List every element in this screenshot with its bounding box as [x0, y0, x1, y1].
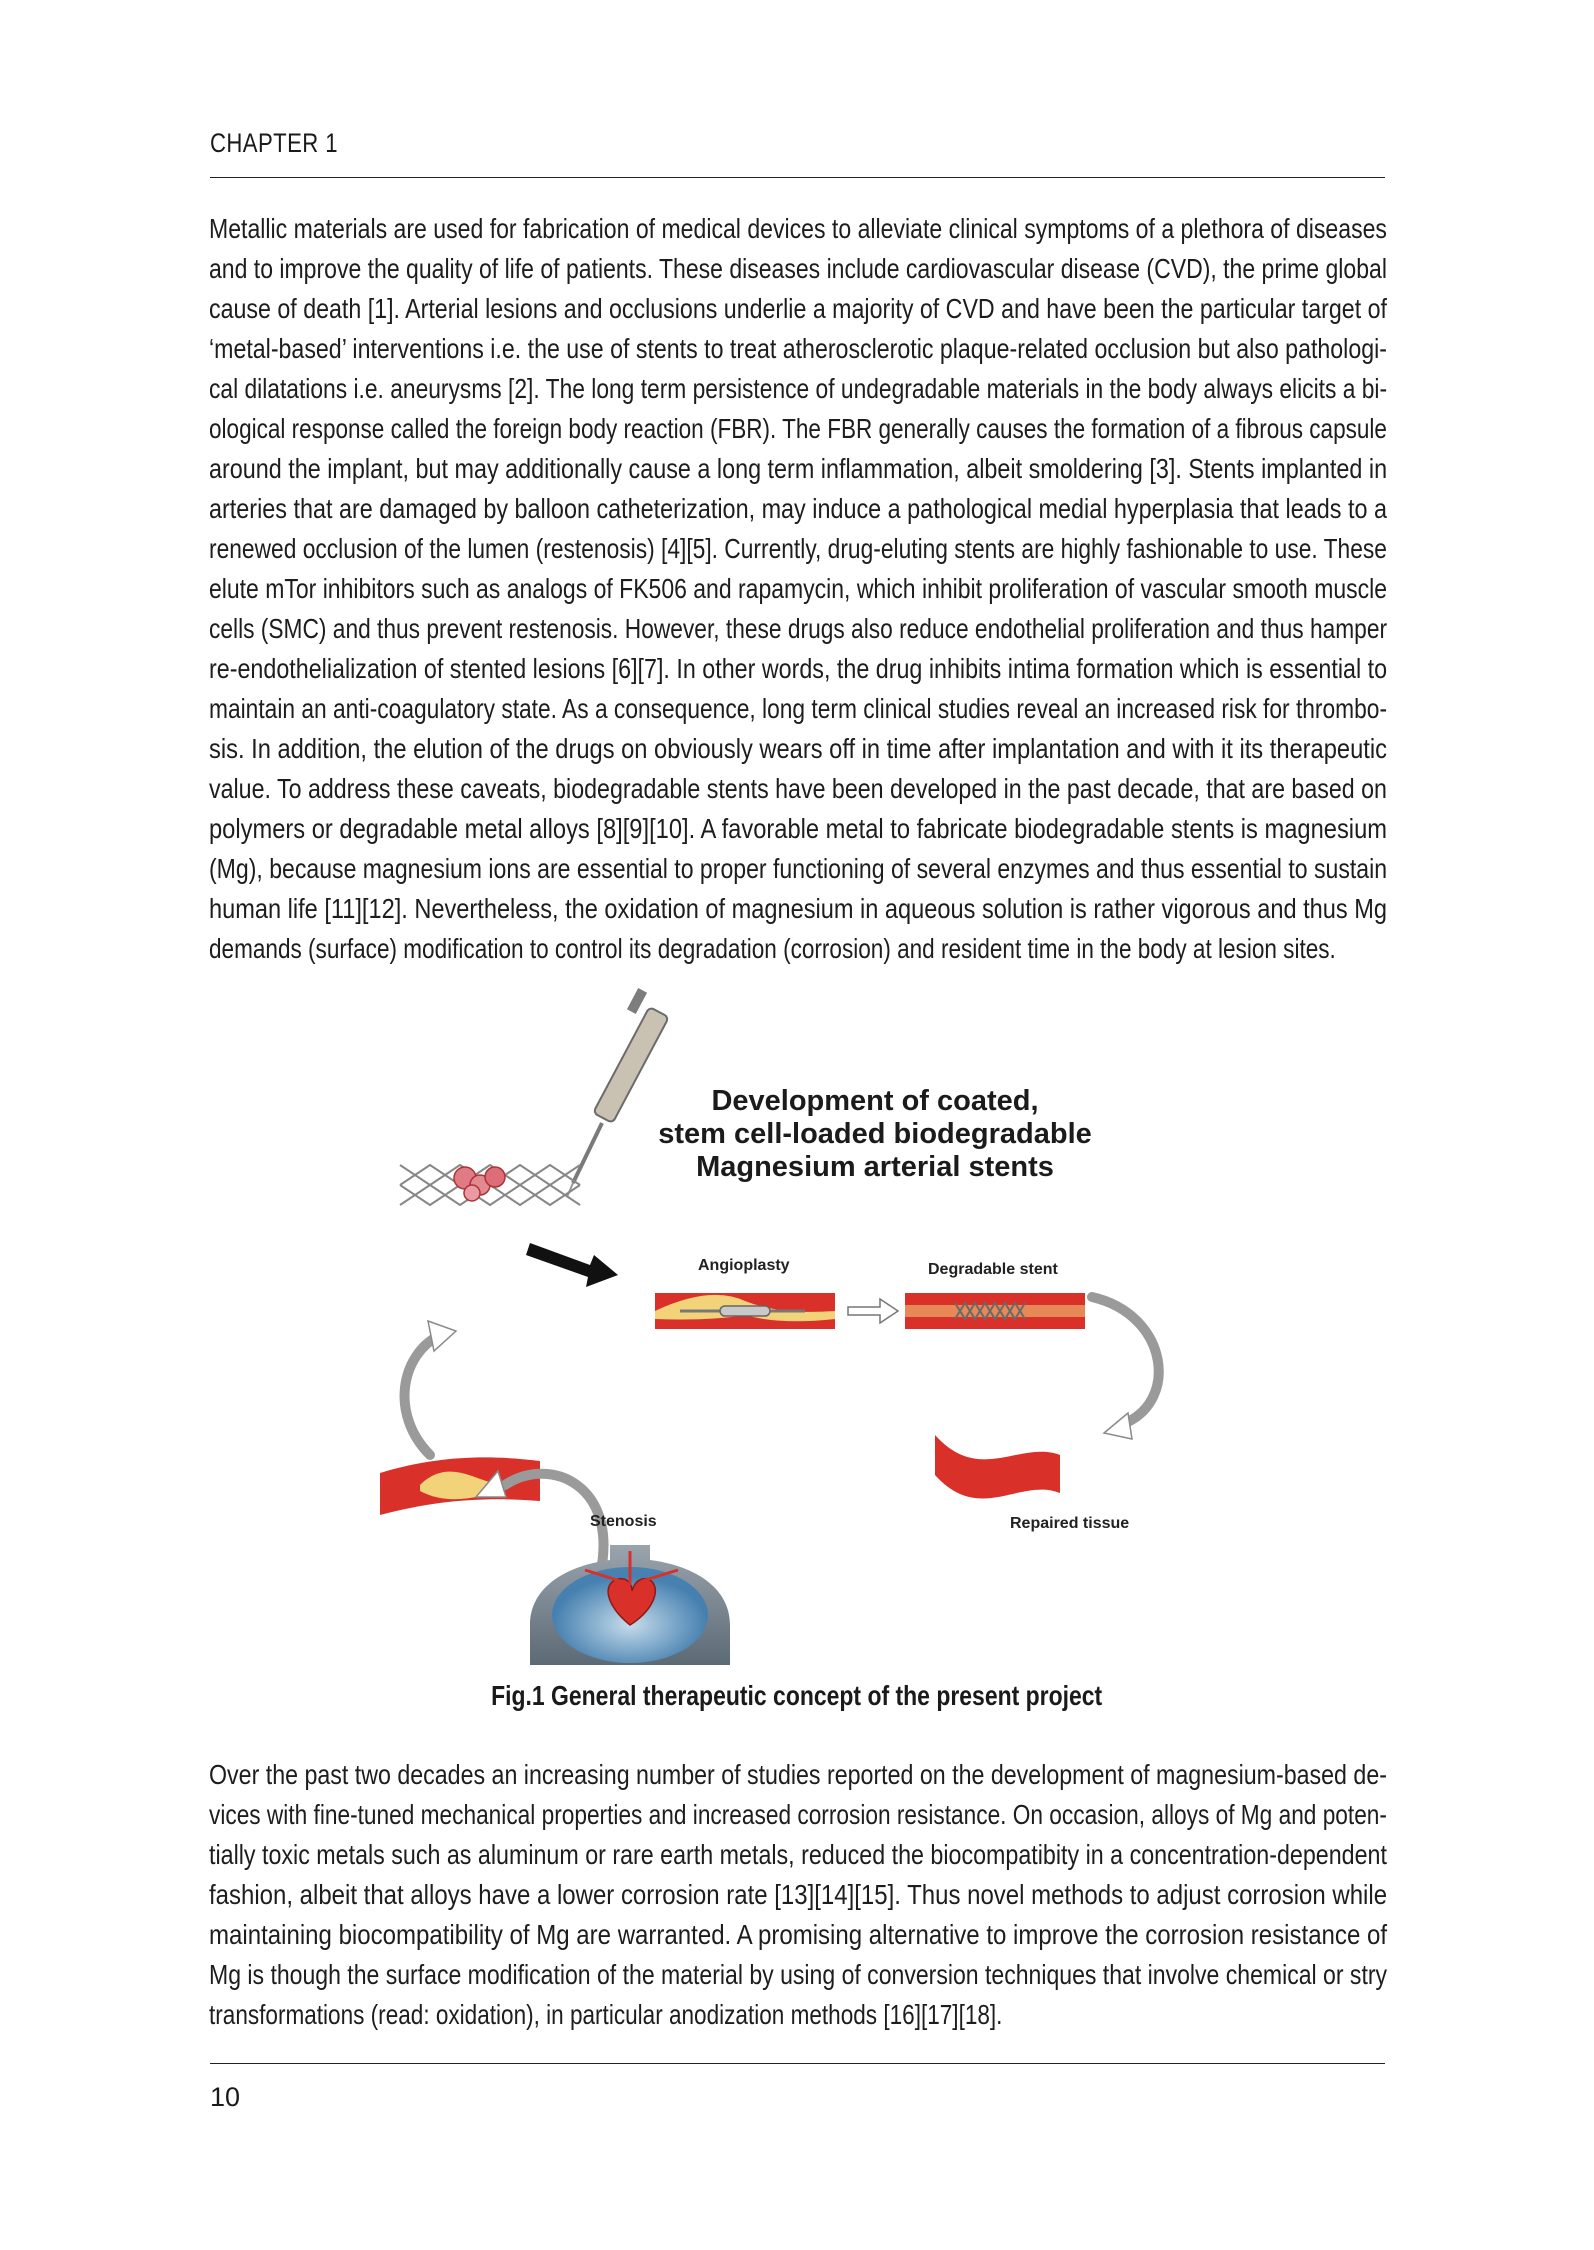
header-rule	[210, 177, 1385, 178]
text-line: cal dilatations i.e. aneurysms [2]. The long term persistence of undegradable materials in the body always elicits a bi-	[209, 373, 1388, 404]
text-line: re-endothelialization of stented lesions [6][7]. In other words, the drug inhibits intima formation which is essential to	[209, 653, 1388, 684]
label-repaired-tissue: Repaired tissue	[1010, 1515, 1130, 1532]
figure-title	[635, 1085, 1115, 1184]
figure-therapeutic-concept	[380, 985, 1180, 1665]
text-line: fashion, albeit that alloys have a lower corrosion rate [13][14][15]. Thus novel methods to adjust corrosion while	[209, 1879, 1388, 1910]
text-line: Mg is though the surface modification of the material by using of conversion techniques that involve chemical or stry	[209, 1959, 1388, 1990]
text-line: value. To address these caveats, biodegradable stents have been developed in the past decade, that are based on	[209, 773, 1387, 804]
label-stenosis: Stenosis	[590, 1513, 657, 1530]
figure-caption: Fig.1 General therapeutic concept of the present project	[491, 1680, 1103, 1711]
text-line: elute mTor inhibitors such as analogs of FK506 and rapamycin, which inhibit proliferation of vascular smooth muscle	[209, 573, 1388, 604]
text-line: ological response called the foreign body reaction (FBR). The FBR generally causes the formation of a fibrous capsule	[209, 413, 1387, 444]
figure-title-line: Magnesium arterial stents	[696, 1151, 1054, 1183]
text-line: arteries that are damaged by balloon catheterization, may induce a pathological medial hyperplasia that leads to a	[209, 493, 1387, 524]
chapter-header: CHAPTER 1	[210, 128, 338, 158]
footer-rule	[210, 2063, 1385, 2064]
artery-angioplasty-icon	[655, 1293, 835, 1329]
text-line: Over the past two decades an increasing number of studies reported on the development of magnesium-based de-	[209, 1759, 1387, 1790]
artery-stenosis-icon	[380, 1457, 540, 1515]
label-angioplasty: Angioplasty	[698, 1257, 790, 1274]
text-line: renewed occlusion of the lumen (restenosis) [4][5]. Currently, drug-eluting stents are highly fashionable to use. These	[209, 533, 1387, 564]
text-line: demands (surface) modification to control its degradation (corrosion) and resident time in the body at lesion sites.	[209, 933, 1336, 964]
text-line: maintaining biocompatibility of Mg are warranted. A promising alternative to improve the corrosion resistance of	[209, 1919, 1388, 1950]
text-line: (Mg), because magnesium ions are essential to proper functioning of several enzymes and thus essential to sustain	[209, 853, 1388, 884]
text-line: human life [11][12]. Nevertheless, the oxidation of magnesium in aqueous solution is rather vigorous and thus Mg	[209, 893, 1388, 924]
text-line: ‘metal-based’ interventions i.e. the use of stents to treat atherosclerotic plaque-related occlusion but also pathologi-	[209, 333, 1387, 364]
curved-arrow-up-icon	[428, 1321, 456, 1351]
text-line: tially toxic metals such as aluminum or rare earth metals, reduced the biocompatibity in a concentration-dependent	[209, 1839, 1387, 1870]
figure-title-line: Development of coated,	[711, 1085, 1039, 1117]
text-line: and to improve the quality of life of patients. These diseases include cardiovascular disease (CVD), the prime global	[209, 253, 1387, 284]
black-arrow-icon	[526, 1243, 618, 1287]
stent-with-cells-icon	[400, 1165, 580, 1205]
figure-title-line: stem cell-loaded biodegradable	[658, 1118, 1092, 1150]
text-line: around the implant, but may additionally cause a long term inflammation, albeit smoldering [3]. Stents implanted in	[209, 453, 1388, 484]
text-line: polymers or degradable metal alloys [8][9][10]. A favorable metal to fabricate biodegradable stents is magnesium	[209, 813, 1388, 844]
text-line: Metallic materials are used for fabrication of medical devices to alleviate clinical symptoms of a plethora of diseases	[209, 213, 1387, 244]
text-line: vices with fine-tuned mechanical properties and increased corrosion resistance. On occasion, alloys of Mg and poten-	[209, 1799, 1387, 1830]
label-degradable-stent: Degradable stent	[928, 1261, 1058, 1278]
text-line: cause of death [1]. Arterial lesions and occlusions underlie a majority of CVD and have been the particular target of	[209, 293, 1387, 324]
text-line: transformations (read: oxidation), in particular anodization methods [16][17][18].	[209, 1999, 1003, 2030]
text-line: cells (SMC) and thus prevent restenosis. However, these drugs also reduce endothelial proliferation and thus hamper	[209, 613, 1388, 644]
text-line: maintain an anti-coagulatory state. As a consequence, long term clinical studies reveal an increased risk for thrombo-	[209, 693, 1388, 724]
artery-degradable-stent-icon	[905, 1293, 1085, 1329]
torso-heart-icon	[530, 1545, 730, 1665]
text-line: sis. In addition, the elution of the drugs on obviously wears off in time after implantation and with it its therapeutic	[209, 733, 1387, 764]
curved-arrow-down-icon	[1104, 1413, 1132, 1439]
artery-repaired-tissue-icon	[935, 1435, 1060, 1498]
page-number: 10	[210, 2082, 241, 2112]
process-arrow-icon	[848, 1299, 898, 1323]
